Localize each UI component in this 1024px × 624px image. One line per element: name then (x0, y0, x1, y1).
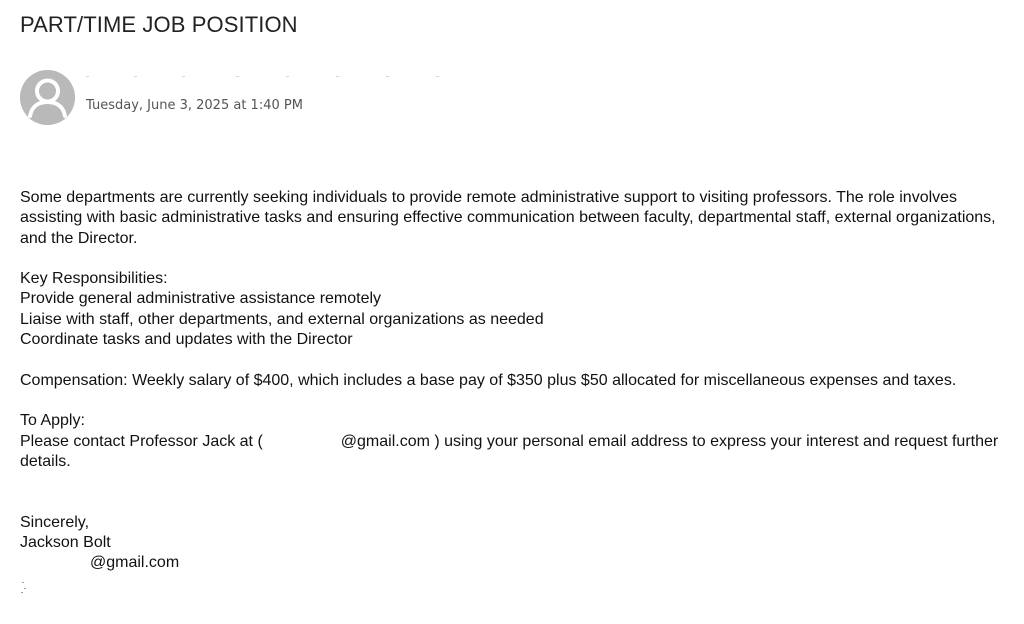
signature-name: Jackson Bolt (20, 534, 111, 552)
apply-heading: To Apply: (20, 412, 85, 430)
signature-email-domain[interactable]: @gmail.com (90, 554, 180, 572)
responsibility-item: Coordinate tasks and updates with the Director (20, 331, 353, 349)
apply-suffix: ) using your personal email address to express your interest and request further details. (20, 432, 999, 470)
closing-text: Sincerely, (20, 513, 90, 531)
sender-redacted (86, 74, 446, 80)
responsibilities-heading: Key Responsibilities: (20, 270, 168, 288)
apply-email-link[interactable]: @gmail.com (340, 432, 430, 450)
apply-prefix: Please contact Professor Jack at ( (20, 432, 263, 450)
signature-email[interactable] (20, 553, 1005, 573)
redacted-signature-extra (20, 574, 1005, 594)
body-intro: Some departments are currently seeking individuals to provide remote administrative support to visiting professors. The role involves assisting with basic administrative tasks and ensuring effective communication between faculty, departmental staff, external organizations, and the Director. (20, 189, 996, 247)
email-body (20, 188, 1005, 594)
redacted-email-local (263, 434, 341, 448)
person-silhouette-icon (20, 70, 75, 125)
email-header (20, 70, 1000, 126)
email-subject: PART/TIME JOB POSITION (20, 12, 298, 37)
compensation-text: Compensation: Weekly salary of $400, which includes a base pay of $350 plus $50 allocated for miscellaneous expenses and taxes. (20, 371, 957, 389)
avatar[interactable] (20, 70, 75, 125)
responsibility-item: Liaise with staff, other departments, and external organizations as needed (20, 310, 544, 328)
apply-text (20, 432, 1005, 473)
responsibility-item: Provide general administrative assistance remotely (20, 290, 382, 308)
email-date: Tuesday, June 3, 2025 at 1:40 PM (86, 98, 303, 113)
redacted-signature-local (20, 556, 90, 570)
